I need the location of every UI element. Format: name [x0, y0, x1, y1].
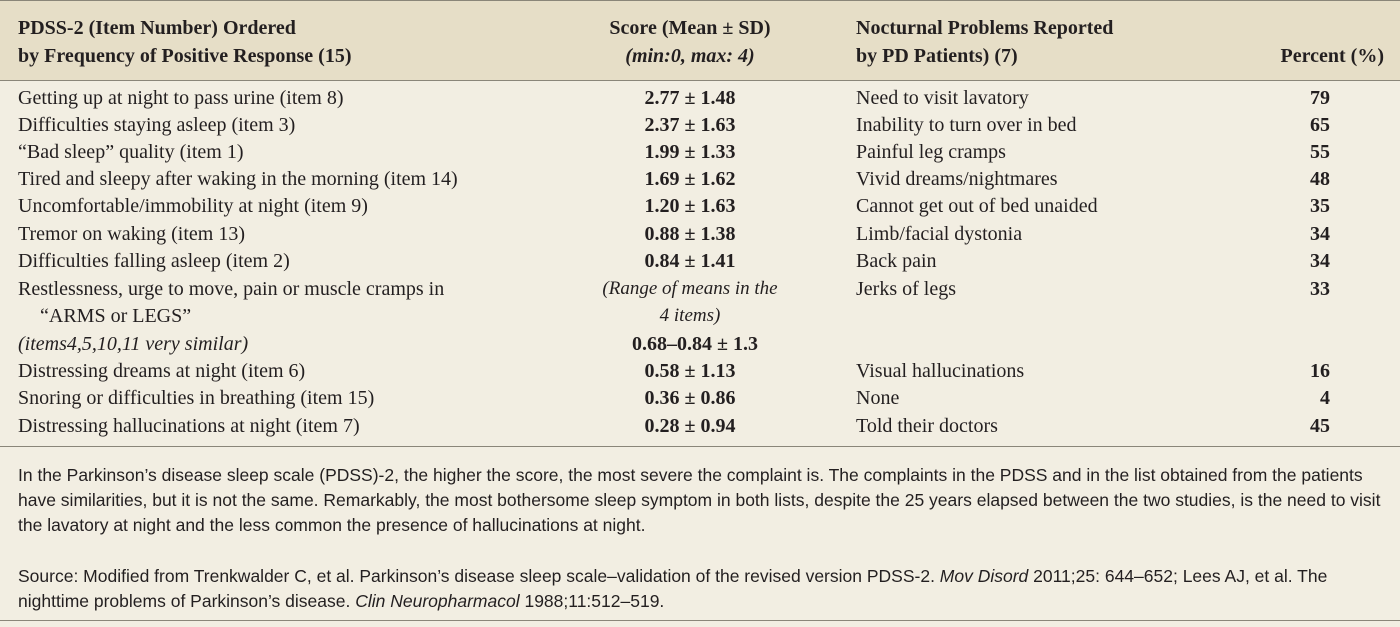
item-cell-line3: (items4,5,10,11 very similar) — [18, 333, 249, 355]
score-cell: 0.68–0.84 ± 1.3 — [632, 333, 758, 355]
footnote-text: In the Parkinson’s disease sleep scale (PDSS)-2, the higher the score, the most severe the complaint is. The complaints in the PDSS and in the list obtained from the patients have similarities, but it is not the same. Remarkably, the most bothersome sleep symptom in both lists, despite the 25 years elapsed between the two studies, is the need to visit the lavatory at night and the less common the presence of hallucinations at night. — [18, 465, 1381, 535]
source-journal-1: Mov Disord — [939, 566, 1029, 586]
score-cell: 1.20 ± 1.63 — [644, 195, 736, 217]
percent-cell: 45 — [1310, 415, 1330, 437]
item-cell-line2: “ARMS or LEGS” — [40, 305, 192, 327]
problem-cell: Cannot get out of bed unaided — [856, 195, 1098, 217]
problem-cell: Back pain — [856, 250, 937, 272]
header-col4: Percent (%) — [1280, 45, 1384, 67]
header-rule — [0, 80, 1400, 81]
score-cell: 0.36 ± 0.86 — [644, 387, 736, 409]
problem-cell: Vivid dreams/nightmares — [856, 168, 1058, 190]
problem-cell: Painful leg cramps — [856, 141, 1006, 163]
problem-cell: Jerks of legs — [856, 278, 956, 300]
percent-cell: 34 — [1310, 223, 1330, 245]
score-note-line2: 4 items) — [659, 305, 721, 326]
source-citation — [18, 564, 1384, 614]
percent-cell: 48 — [1310, 168, 1330, 190]
score-cell: 2.77 ± 1.48 — [644, 87, 736, 109]
source-part-a: Source: Modified from Trenkwalder C, et al. Parkinson’s disease sleep scale–validation of the revised version PDSS-2. — [18, 566, 940, 586]
source-journal-2: Clin Neuropharmacol — [355, 591, 520, 611]
item-cell: Distressing hallucinations at night (item 7) — [18, 415, 360, 437]
item-cell: Snoring or difficulties in breathing (item 15) — [18, 387, 375, 409]
header-col1-line2: by Frequency of Positive Response (15) — [18, 45, 352, 67]
percent-cell: 4 — [1320, 387, 1330, 409]
problem-cell: Visual hallucinations — [856, 360, 1025, 382]
percent-cell: 65 — [1310, 114, 1330, 136]
score-cell: 1.99 ± 1.33 — [644, 141, 736, 163]
score-cell: 2.37 ± 1.63 — [644, 114, 736, 136]
score-cell: 0.88 ± 1.38 — [644, 223, 736, 245]
score-cell: 0.28 ± 0.94 — [644, 415, 736, 437]
item-cell: Tired and sleepy after waking in the morning (item 14) — [18, 168, 458, 190]
header-col2-line2: (min:0, max: 4) — [625, 45, 755, 67]
top-rule — [0, 0, 1400, 1]
header-col3-line2: by PD Patients) (7) — [856, 45, 1018, 67]
percent-cell: 35 — [1310, 195, 1330, 217]
problem-cell: Need to visit lavatory — [856, 87, 1029, 109]
problem-cell: None — [856, 387, 900, 409]
header-col3-line1: Nocturnal Problems Reported — [856, 17, 1114, 39]
percent-cell: 55 — [1310, 141, 1330, 163]
source-part-b: 2011;25: 644–652; Lees AJ, et al. The nighttime problems of Parkinson’s disease. — [18, 566, 1328, 611]
percent-cell: 34 — [1310, 250, 1330, 272]
problem-cell: Inability to turn over in bed — [856, 114, 1077, 136]
header-col1-line1: PDSS-2 (Item Number) Ordered — [18, 17, 296, 39]
bottom-rule — [0, 620, 1400, 621]
percent-cell: 33 — [1310, 278, 1330, 300]
item-cell: Distressing dreams at night (item 6) — [18, 360, 306, 382]
header-band — [0, 0, 1400, 80]
item-cell: Getting up at night to pass urine (item 8) — [18, 87, 344, 109]
header-col2-line1: Score (Mean ± SD) — [609, 17, 771, 39]
item-cell: Tremor on waking (item 13) — [18, 223, 246, 245]
item-cell-line1: Restlessness, urge to move, pain or muscle cramps in — [18, 278, 445, 300]
item-cell: “Bad sleep” quality (item 1) — [18, 141, 244, 163]
item-cell: Uncomfortable/immobility at night (item 9) — [18, 195, 368, 217]
score-note-line1: (Range of means in the — [602, 278, 778, 299]
score-cell: 0.84 ± 1.41 — [644, 250, 736, 272]
problem-cell: Limb/facial dystonia — [856, 223, 1023, 245]
item-cell: Difficulties falling asleep (item 2) — [18, 250, 290, 272]
item-cell: Difficulties staying asleep (item 3) — [18, 114, 296, 136]
score-cell: 0.58 ± 1.13 — [644, 360, 736, 382]
score-cell: 1.69 ± 1.62 — [644, 168, 736, 190]
percent-cell: 16 — [1310, 360, 1330, 382]
source-part-c: 1988;11:512–519. — [519, 591, 665, 611]
percent-cell: 79 — [1310, 87, 1330, 109]
table-bottom-rule — [0, 446, 1400, 447]
problem-cell: Told their doctors — [856, 415, 998, 437]
